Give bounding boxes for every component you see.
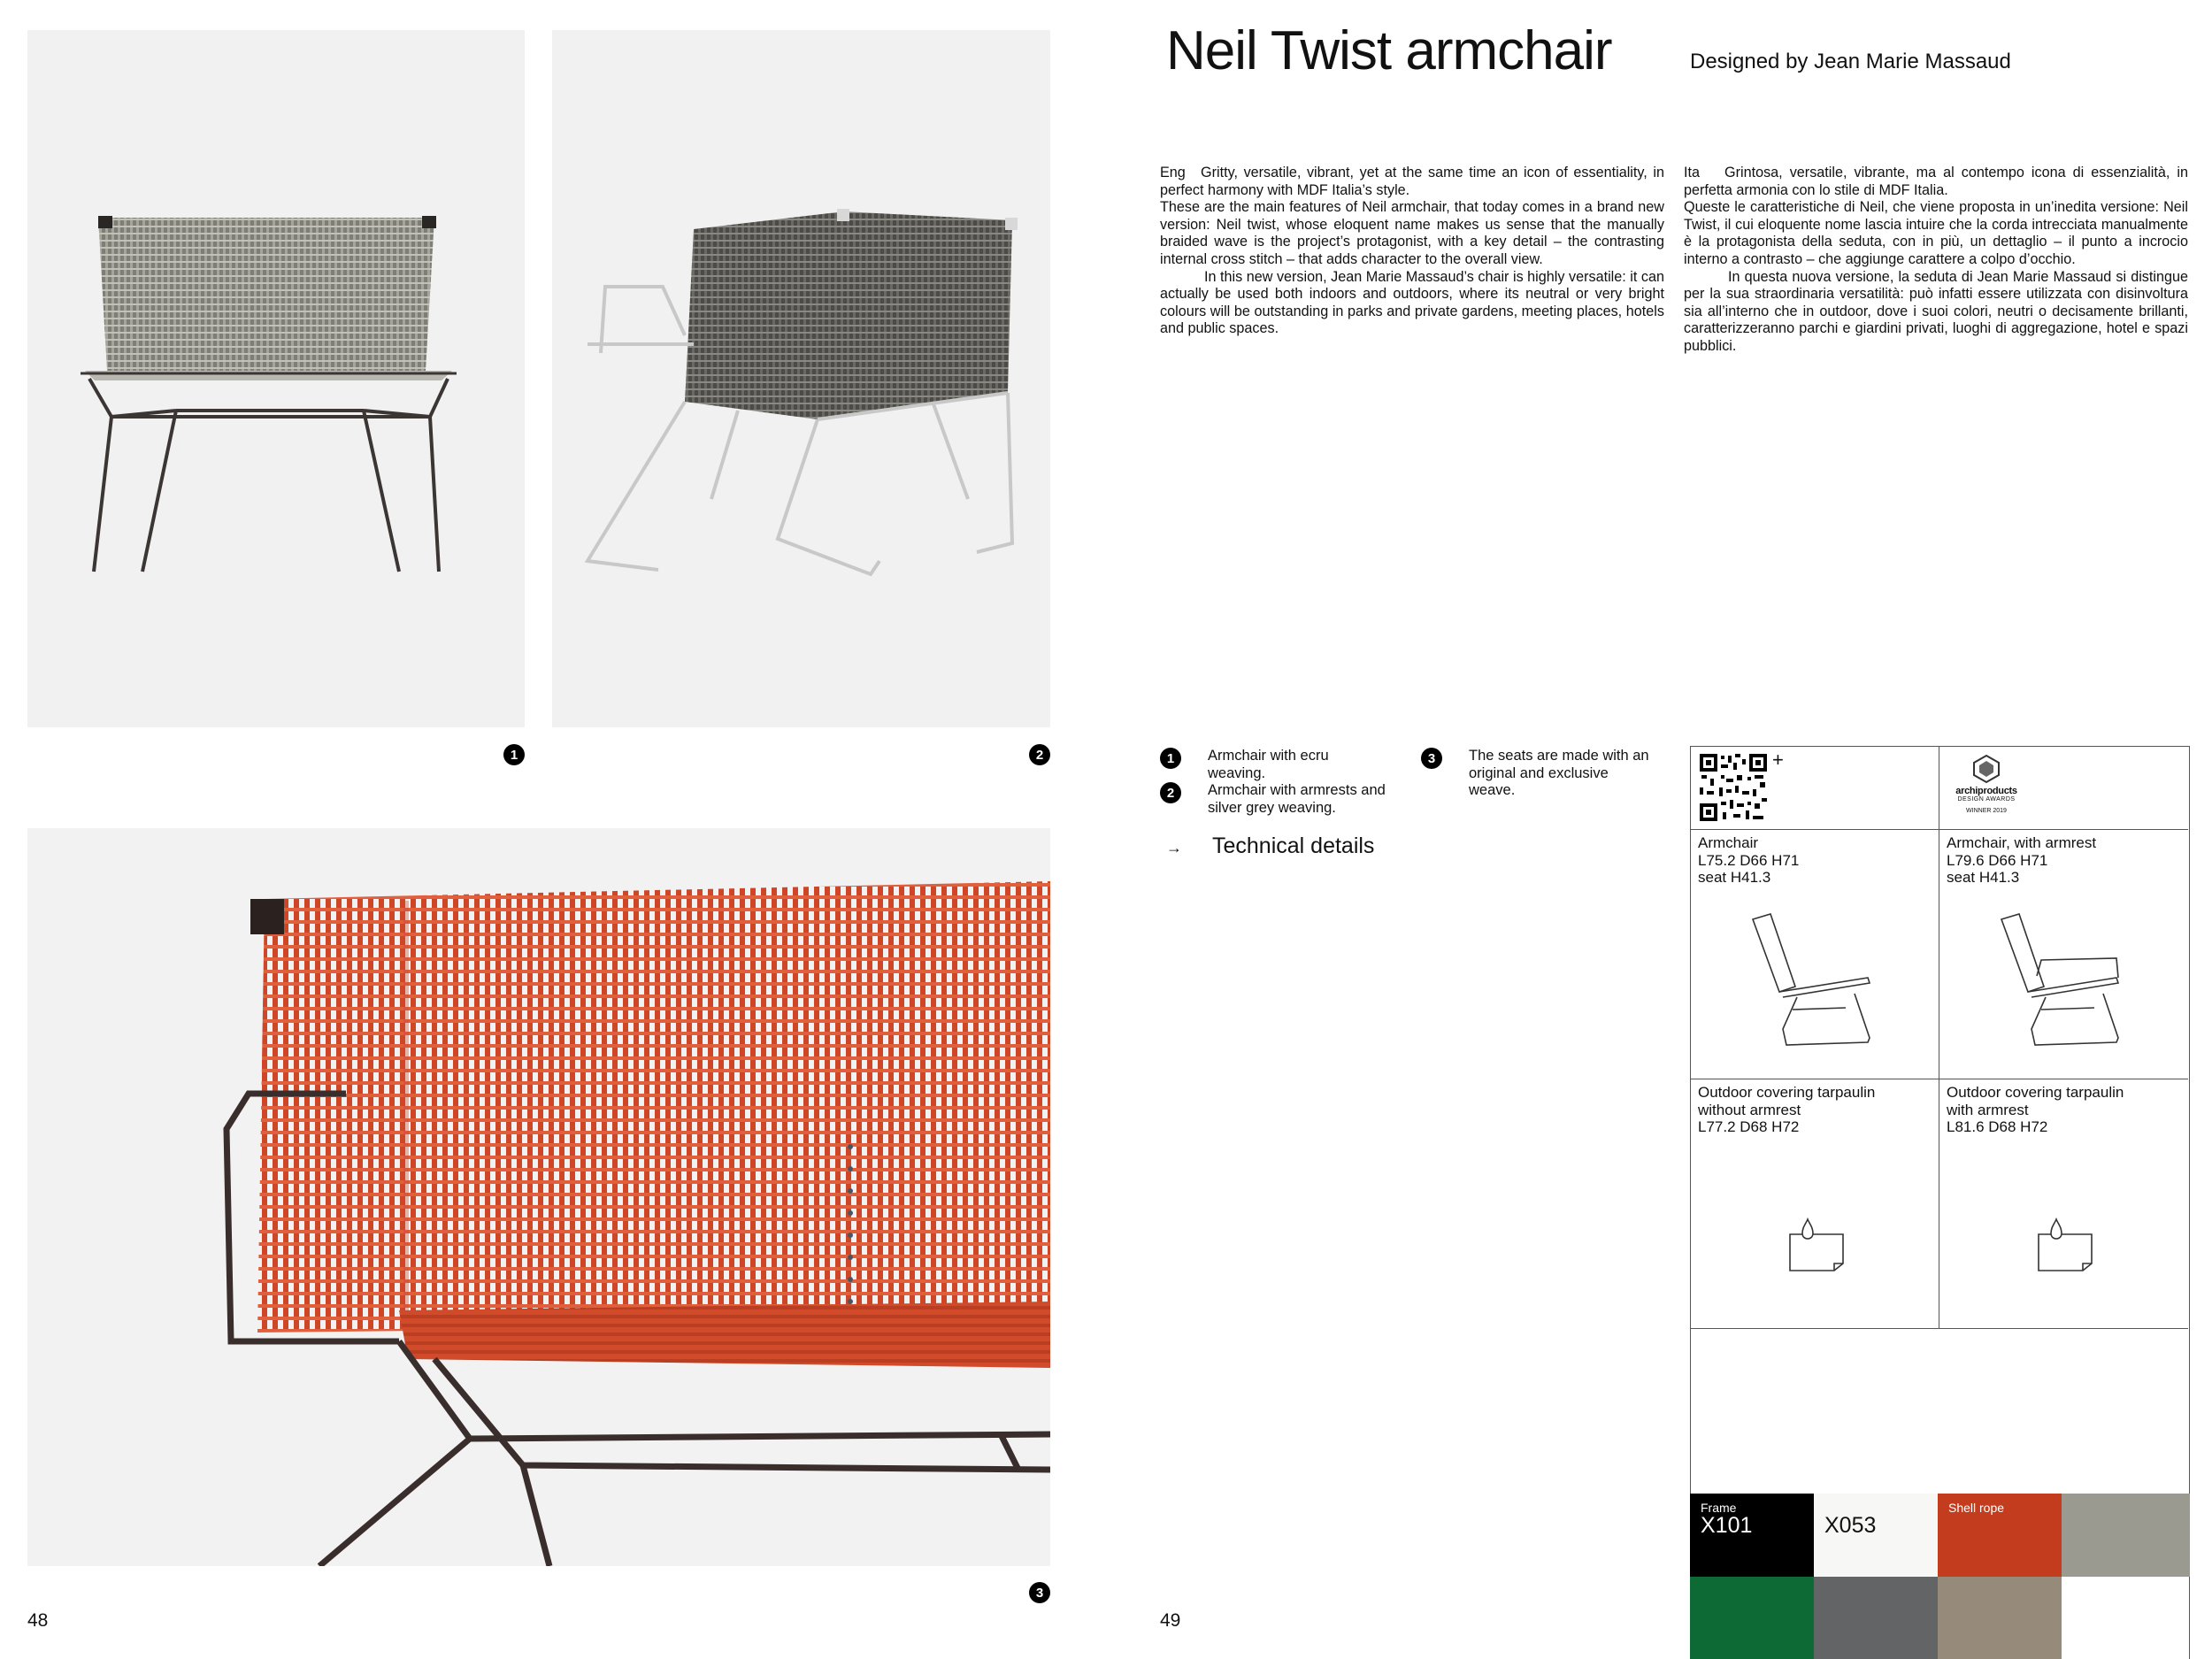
- swatch-rope-warm-grey: [2062, 1494, 2190, 1577]
- spec-title-armchair-armrest: Armchair, with armrest: [1947, 834, 2097, 851]
- qr-plus-sign: +: [1772, 749, 1784, 771]
- swatch-frame-x101: [1690, 1494, 1814, 1577]
- swatch-x053: [1814, 1494, 1938, 1577]
- caption-badge-2: 2: [1160, 782, 1181, 803]
- ita-paragraph-2: Queste le caratteristiche di Neil, che viene proposta in un’inedita versione: Neil Twist, il cui eloquente nome lascia intuire che la corda intrecciata manualmente è la protagonista della seduta, con in più, un dettaglio – il punto a incrocio interno a contrasto – che aggiunge carattere a colpo d’occhio.: [1684, 199, 2188, 267]
- swatch-rope-taupe: [1938, 1577, 2062, 1659]
- caption-badge-1: 1: [1160, 748, 1181, 769]
- spec-variant-tarpaulin-no-armrest: without armrest: [1698, 1101, 1801, 1118]
- caption-text-1: Armchair with ecru weaving.: [1208, 748, 1329, 781]
- spec-cell-armchair-armrest: [1939, 830, 2188, 1079]
- archiproducts-award-logo: [1947, 754, 2026, 814]
- swatch-code-x101: X101: [1701, 1513, 1753, 1538]
- lang-label-ita: Ita: [1684, 165, 1700, 180]
- armchair-line-drawing: [1744, 905, 1886, 1056]
- caption-item-1: [1160, 748, 1408, 782]
- swatch-code-x053: X053: [1824, 1513, 1877, 1538]
- weave-detail-illustration: [27, 828, 1050, 1566]
- technical-details-label: Technical details: [1212, 833, 1375, 858]
- spec-cell-tarpaulin-armrest: [1939, 1079, 2188, 1329]
- qr-code-icon[interactable]: [1698, 752, 1769, 823]
- swatch-rope-green: [1690, 1577, 1814, 1659]
- spec-seat-armchair-armrest: seat H41.3: [1947, 869, 2020, 886]
- swatch-label-shell-rope: Shell rope: [1948, 1501, 2005, 1515]
- spec-dimensions-armchair-armrest: L79.6 D66 H71: [1947, 851, 2048, 869]
- eng-paragraph-3: In this new version, Jean Marie Massaud’s chair is highly versatile: it can actually be used both indoors and outdoors, where its neutral or very bright colours will be outstanding in parks and private gardens, meeting places, hotels and public spaces.: [1160, 268, 1664, 337]
- ita-paragraph-1: Grintosa, versatile, vibrante, ma al contempo icona di essenzialità, in perfetta armonia con lo stile di MDF Italia.: [1684, 165, 2188, 198]
- spec-dimensions-armchair: L75.2 D66 H71: [1698, 851, 1800, 869]
- caption-column-1: [1160, 748, 1408, 817]
- lang-label-eng: Eng: [1160, 165, 1186, 180]
- caption-text-2: Armchair with armrests and silver grey weaving.: [1208, 782, 1386, 816]
- photo-badge-3: 3: [1029, 1582, 1050, 1603]
- photo-armchair-silver-grey: [552, 30, 1050, 727]
- photo-badge-1: 1: [503, 744, 525, 765]
- award-hexagon-icon: [1971, 754, 2001, 784]
- photo-armchair-ecru: [27, 30, 525, 727]
- eng-paragraph-2: These are the main features of Neil armchair, that today comes in a brand new version: Neil twist, whose eloquent name makes us sense that the manually braided wave is the project’s protagonist, with a key detail – the contrasting internal cross stitch – that adds character to the overall view.: [1160, 199, 1664, 267]
- caption-column-2: [1421, 748, 1651, 800]
- spec-empty-row: [1691, 1329, 2188, 1495]
- spec-variant-tarpaulin-armrest: with armrest: [1947, 1101, 2029, 1118]
- spec-cell-armchair: [1691, 830, 1939, 1079]
- caption-item-2: [1160, 782, 1408, 817]
- arrow-right-icon: →: [1166, 839, 1182, 856]
- spec-dimensions-tarpaulin-armrest: L81.6 D68 H72: [1947, 1118, 2048, 1135]
- armchair-armrest-line-drawing: [1993, 905, 2143, 1056]
- spec-seat-armchair: seat H41.3: [1698, 869, 1771, 886]
- caption-badge-3: 3: [1421, 748, 1442, 769]
- caption-item-3: [1421, 748, 1651, 800]
- designer-credit: Designed by Jean Marie Massaud: [1690, 50, 2011, 73]
- award-subtitle: DESIGN AWARDS: [1957, 796, 2016, 803]
- photo-badge-2: 2: [1029, 744, 1050, 765]
- swatch-shell-rope-orange: [1938, 1494, 2062, 1577]
- body-text-english: [1160, 165, 1664, 338]
- ita-paragraph-3: In questa nuova versione, la seduta di Jean Marie Massaud si distingue per la sua straordinaria versatilità: può infatti essere utilizzata con disinvoltura sia all’interno che in outdoor, dove i suoi colori, neutri o decisamente brillanti, caratterizzeranno parchi e giardini privati, luoghi di aggregazione, hotel e spazi pubblici.: [1684, 268, 2188, 354]
- photo-orange-weave-detail: [27, 828, 1050, 1566]
- swatch-label-frame: Frame: [1701, 1501, 1737, 1515]
- award-cell: [1939, 747, 2188, 830]
- spec-title-tarpaulin: Outdoor covering tarpaulin: [1698, 1084, 1876, 1101]
- tarpaulin-icon: [2028, 1212, 2099, 1274]
- caption-text-3: The seats are made with an original and exclusive weave.: [1469, 748, 1649, 798]
- page-number-right: 49: [1160, 1610, 1181, 1631]
- spec-dimensions-tarpaulin-no-armrest: L77.2 D68 H72: [1698, 1118, 1800, 1135]
- technical-details-link[interactable]: [1166, 833, 1374, 859]
- spec-title-armchair: Armchair: [1698, 834, 1759, 851]
- page-title: Neil Twist armchair: [1166, 20, 1612, 81]
- spec-cell-tarpaulin-no-armrest: [1691, 1079, 1939, 1329]
- tarpaulin-icon: [1779, 1212, 1850, 1274]
- body-text-italian: [1684, 165, 2188, 356]
- eng-paragraph-1: Gritty, versatile, vibrant, yet at the same time an icon of essentiality, in perfect harmony with MDF Italia’s style.: [1160, 165, 1664, 198]
- chair-front-illustration: [27, 30, 525, 727]
- award-brand: archiproducts: [1955, 786, 2017, 796]
- spec-title-tarpaulin-armrest: Outdoor covering tarpaulin: [1947, 1084, 2124, 1101]
- page-number-left: 48: [27, 1610, 49, 1631]
- chair-back-illustration: [552, 30, 1050, 727]
- qr-cell: [1691, 747, 1939, 830]
- award-year: WINNER 2019: [1966, 808, 2007, 814]
- swatch-rope-dark-grey: [1814, 1577, 1938, 1659]
